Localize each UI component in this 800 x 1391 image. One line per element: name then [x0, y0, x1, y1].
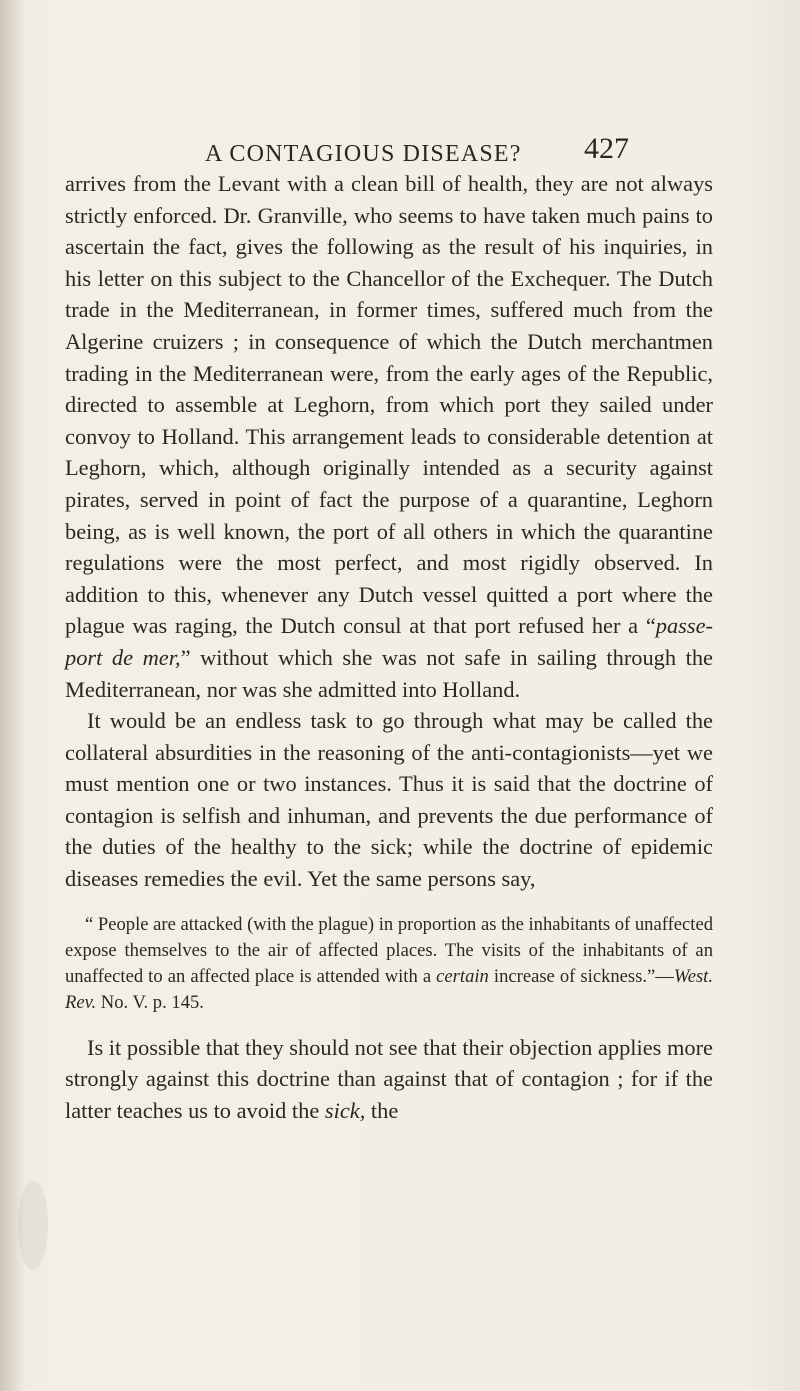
- quote-citation-ref: No. V. p. 145.: [96, 991, 204, 1013]
- paragraph-1-text: arrives from the Levant with a clean bill of health, they are not always strictly enforced. Dr. Granville, who seems to have taken much pains to ascertain the fact, gives the following as the result of his inquiries, in his letter on this subject to the Chancellor of the Exchequer. The Dutch trade in the Mediterranean, in former times, suffered much from the Algerine cruizers ; in consequence of which the Dutch merchantmen trading in the Mediterranean were, from the early ages of the Republic, directed to assemble at Leghorn, from which port they sailed under convoy to Holland. This arrangement leads to considerable detention at Leghorn, which, although originally intended as a security against pirates, served in point of fact the purpose of a quarantine, Leghorn being, as is well known, the port of all others in which the quarantine regulations were the most perfect, and most rigidly observed. In addition to this, whenever any Dutch vessel quitted a port where the plague was raging, the Dutch consul at that port refused her a “: [65, 171, 713, 639]
- quote-text-mid: increase of sickness.”—: [488, 965, 674, 987]
- paragraph-3-text-end: the: [365, 1097, 399, 1123]
- page-number: 427: [584, 132, 629, 165]
- paragraph-1-italic: passe-port de mer,: [65, 613, 713, 670]
- paragraph-2: It would be an endless task to go through what may be called the collateral absurdities in the reasoning of the anti-contagionists—yet we must mention one or two instances. Thus it is said that the doctrine of contagion is selfish and inhuman, and prevents the due performance of the duties of the healthy to the sick; while the doctrine of epidemic diseases remedies the evil. Yet the same persons say,: [65, 708, 713, 892]
- quote-citation-source: West. Rev.: [65, 965, 713, 1013]
- paragraph-3-text: Is it possible that they should not see that their objection applies more strongly against this doctrine than against that of contagion ; for if the latter teaches us to avoid the: [65, 1034, 713, 1123]
- quote-text: “ People are attacked (with the plague) in proportion as the inhabitants of unaffected expose themselves to the air of affected places. The visits of the inhabitants of an unaffected to an affected place is attended with a: [65, 913, 714, 987]
- paragraph-1: [65, 168, 713, 705]
- block-quote: [65, 912, 713, 1016]
- paragraph-3: [65, 1032, 713, 1127]
- page-gutter-shadow: [0, 0, 24, 1391]
- body-text: [65, 168, 713, 1126]
- paragraph-3-italic: sick,: [324, 1097, 366, 1123]
- paragraph-1-text-end: ” without which she was not safe in sailing through the Mediterranean, nor was she admitted into Holland.: [65, 644, 713, 702]
- paper-stain: [18, 1180, 48, 1270]
- quote-italic-certain: certain: [436, 965, 489, 987]
- running-head: A CONTAGIOUS DISEASE?: [205, 141, 522, 167]
